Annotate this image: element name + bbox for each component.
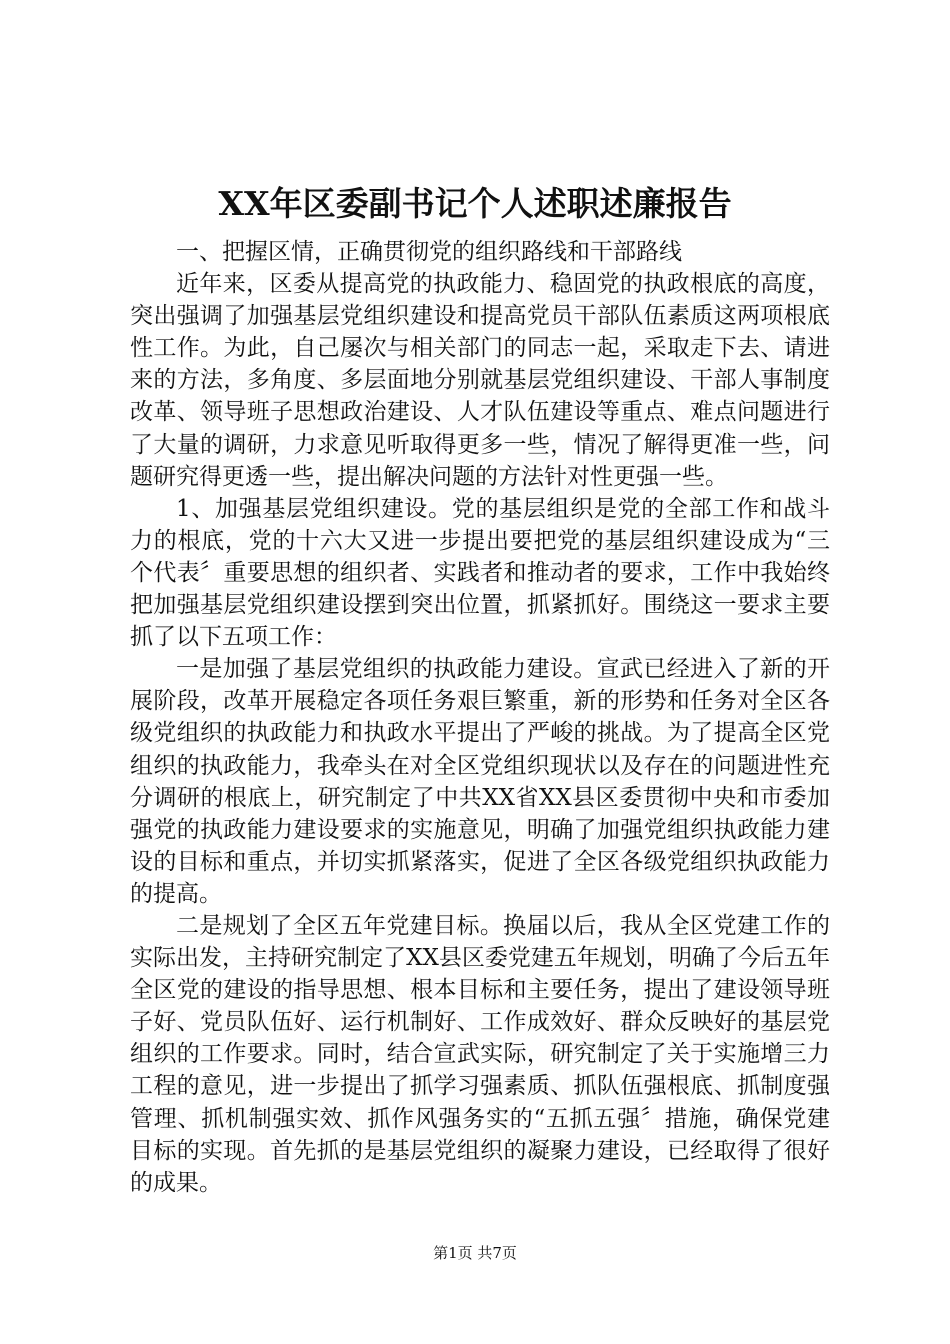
body-paragraph: 近年来，区委从提高党的执政能力、稳固党的执政根底的高度，突出强调了加强基层党组织建设和提高党员干部队伍素质这两项根底性工作。为此，自己屡次与相关部门的同志一起，采取走下去、请进来的方法，多角度、多层面地分别就基层党组织建设、干部人事制度改革、领导班子思想政治建设、人才队伍建设等重点、难点问题进行了大量的调研，力求意见听取得更多一些，情况了解得更准一些，问题研究得更透一些，提出解决问题的方法针对性更强一些。 xyxy=(130,271,830,490)
body-paragraph: 一是加强了基层党组织的执政能力建设。宣武已经进入了新的开展阶段，改革开展稳定各项任务艰巨繁重，新的形势和任务对全区各级党组织的执政能力和执政水平提出了严峻的挑战。为了提高全区党组织的执政能力，我牵头在对全区党组织现状以及存在的问题进性充分调研的根底上，研究制定了中共XX省XX县区委贯彻中央和市委加强党的执政能力建设要求的实施意见，明确了加强党组织执政能力建设的目标和重点，并切实抓紧落实，促进了全区各级党组织执政能力的提高。 xyxy=(130,656,830,907)
section-heading: 一、把握区情，正确贯彻党的组织路线和干部路线 xyxy=(176,239,682,265)
body-paragraph: 二是规划了全区五年党建目标。换届以后，我从全区党建工作的实际出发，主持研究制定了XX县区委党建五年规划，明确了今后五年全区党的建设的指导思想、根本目标和主要任务，提出了建设领导班子好、党员队伍好、运行机制好、工作成效好、群众反映好的基层党组织的工作要求。同时，结合宣武实际，研究制定了关于实施增三力工程的意见，进一步提出了抓学习强素质、抓队伍强根底、抓制度强管理、抓机制强实效、抓作风强务实的“五抓五强〞措施，确保党建目标的实现。首先抓的是基层党组织的凝聚力建设，已经取得了很好的成果。 xyxy=(130,912,830,1196)
page-number-footer: 第1页 共7页 xyxy=(433,1244,517,1262)
document-body xyxy=(130,236,830,1199)
body-paragraph: 1、加强基层党组织建设。党的基层组织是党的全部工作和战斗力的根底，党的十六大又进一步提出要把党的基层组织建设成为“三个代表〞重要思想的组织者、实践者和推动者的要求，工作中我始终把加强基层党组织建设摆到突出位置，抓紧抓好。围绕这一要求主要抓了以下五项工作： xyxy=(130,495,830,651)
document-title: XX年区委副书记个人述职述廉报告 xyxy=(218,184,732,223)
